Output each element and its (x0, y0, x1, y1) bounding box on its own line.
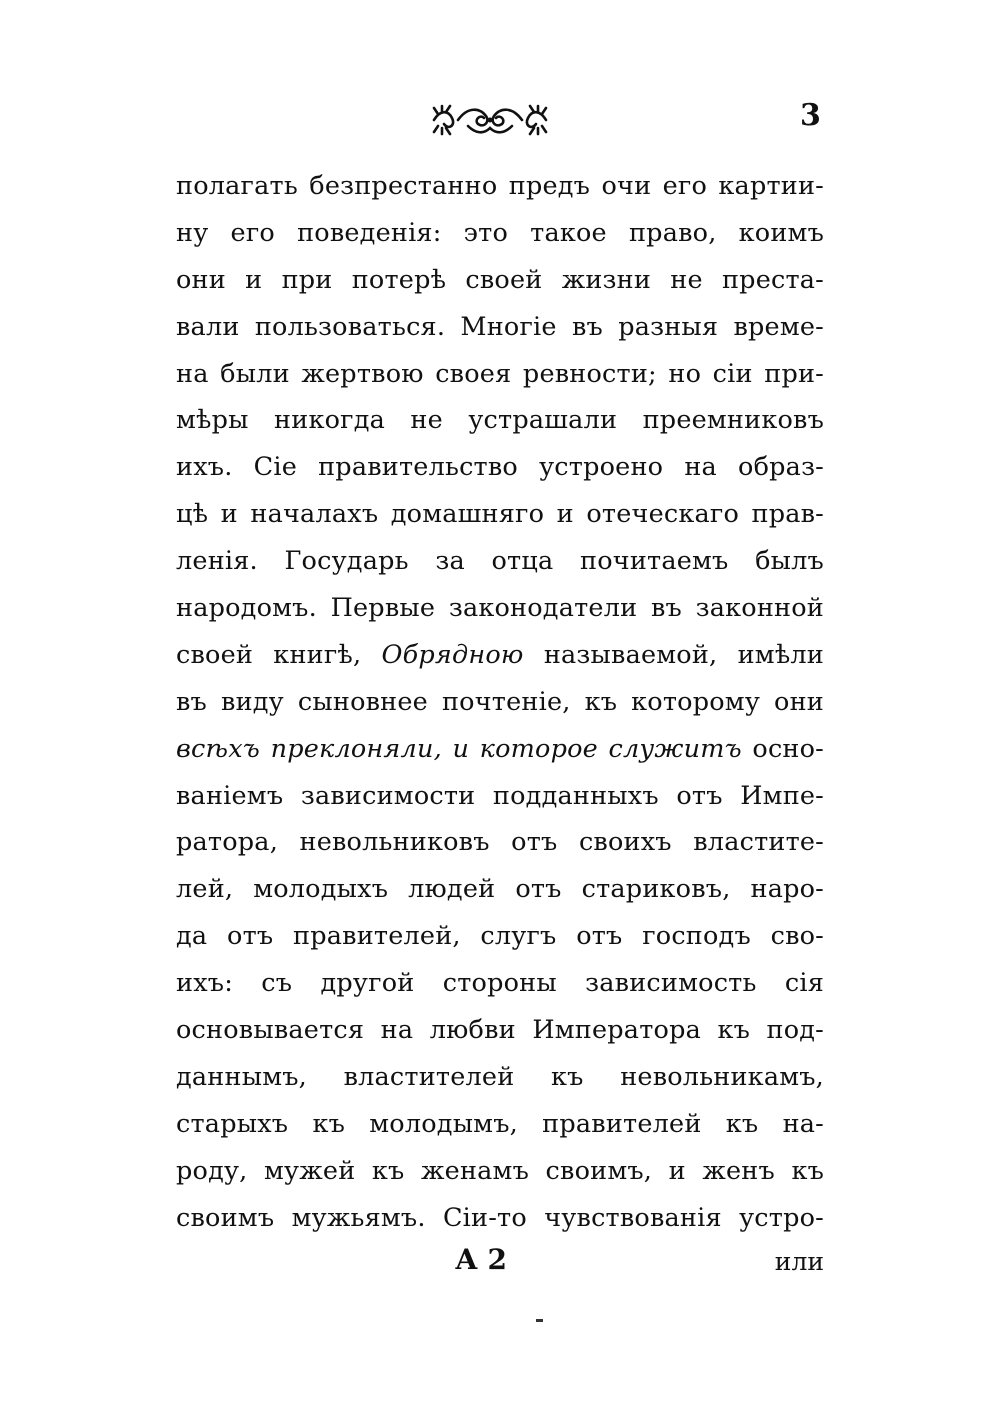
line-text: ну его поведенія: это такое право, коимъ (176, 217, 824, 248)
text-line (176, 773, 824, 820)
line-text: народомъ. Первые законодатели въ законной (176, 593, 824, 624)
line-text: основывается на любви Императора къ под- (176, 1015, 824, 1046)
line-text: вали пользоваться. Многіе въ разныя време- (176, 311, 824, 342)
fleuron-ornament-icon (428, 100, 552, 140)
text-line (176, 726, 824, 773)
body-text (176, 163, 824, 1241)
text-line (176, 1148, 824, 1195)
ink-speck (536, 1319, 543, 1322)
text-line (176, 491, 824, 538)
line-text: своей книгѣ, (176, 639, 382, 670)
line-text-tail: называемой, имѣли (523, 639, 824, 670)
page-number: 3 (800, 98, 821, 133)
line-text: цѣ и началахъ домашняго и отеческаго прав- (176, 499, 824, 530)
line-text: ратора, невольниковъ отъ своихъ властите- (176, 827, 824, 858)
line-text: своимъ мужьямъ. Сіи-то чувствованія устро- (176, 1202, 824, 1233)
text-line (176, 304, 824, 351)
line-text-tail: осно- (741, 733, 824, 764)
text-line (176, 585, 824, 632)
text-line (176, 397, 824, 444)
line-text: роду, мужей къ женамъ своимъ, и женъ къ (176, 1155, 824, 1186)
text-line (176, 819, 824, 866)
text-line (176, 257, 824, 304)
line-text: ихъ. Сіе правительство устроено на образ- (176, 452, 824, 483)
text-line (176, 913, 824, 960)
line-text: даннымъ, властителей къ невольникамъ, (176, 1061, 824, 1092)
line-text: полагать безпрестанно предъ очи его картии- (176, 171, 824, 201)
text-line (176, 444, 824, 491)
text-line (176, 1007, 824, 1054)
line-text: ленія. Государь за отца почитаемъ былъ (176, 546, 824, 577)
text-line (176, 632, 824, 679)
text-line (176, 210, 824, 257)
line-italic-text: всѣхъ преклоняли, и которое служитъ (176, 733, 742, 764)
line-text: ваніемъ зависимости подданныхъ отъ Импе- (176, 780, 824, 811)
text-line (176, 351, 824, 398)
line-text: лей, молодыхъ людей отъ стариковъ, наро- (176, 874, 824, 905)
text-line (176, 679, 824, 726)
line-text: въ виду сыновнее почтеніе, къ которому они (176, 686, 824, 717)
signature-mark: А 2 (455, 1243, 508, 1276)
catchword: или (774, 1247, 824, 1276)
text-line (176, 1195, 824, 1242)
text-line (176, 866, 824, 913)
line-text: старыхъ къ молодымъ, правителей къ на- (176, 1108, 824, 1139)
text-line (176, 1101, 824, 1148)
line-text: они и при потерѣ своей жизни не преста- (176, 264, 824, 295)
line-italic-text: Обрядною (381, 639, 524, 670)
line-text: мѣры никогда не устрашали преемниковъ (176, 405, 824, 436)
line-text: на были жертвою своея ревности; но сіи при- (176, 358, 824, 389)
text-line (176, 538, 824, 585)
text-line (176, 1054, 824, 1101)
text-line (176, 960, 824, 1007)
line-text: ихъ: съ другой стороны зависимость сія (176, 968, 824, 999)
line-text: да отъ правителей, слугъ отъ господъ сво- (176, 921, 824, 952)
text-line (176, 163, 824, 210)
